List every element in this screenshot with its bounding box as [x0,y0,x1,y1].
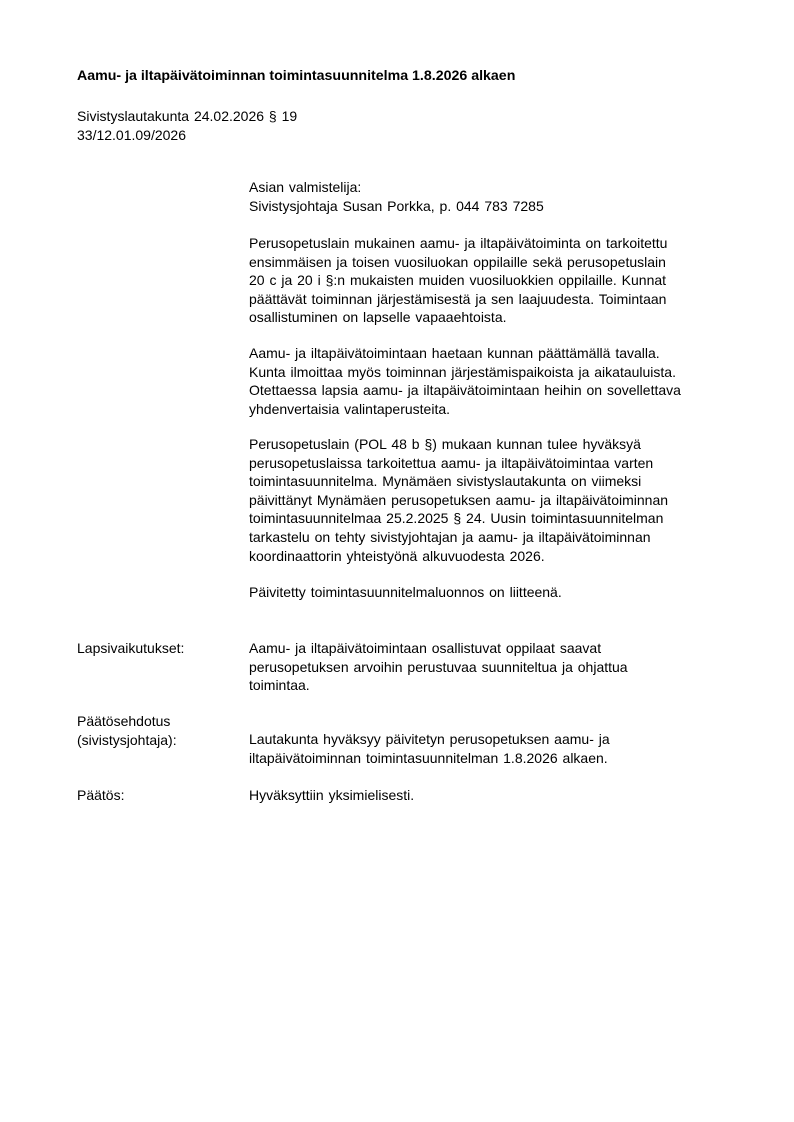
paragraph-4 [249,583,562,602]
decision-label: Päätös: [77,787,125,803]
paragraph-line: Perusopetuslain mukainen aamu- ja iltapäivätoiminta on tarkoitettu [249,235,668,251]
preparer-heading: Asian valmistelija: [249,179,362,195]
meeting-info [77,107,297,144]
paragraph-line: tarkastelu on tehty sivistyjohtajan ja aamu- ja iltapäivätoiminnan [249,528,651,545]
paragraph-line: Otettaessa lapsia aamu- ja iltapäivätoimintaan heihin on sovellettava [249,382,681,399]
paragraph-line: päättävät toiminnan järjestämisestä ja sen laajuudesta. Toimintaan [249,290,667,307]
proposal-label-line2: (sivistysjohtaja): [77,731,177,748]
paragraph-line: toimintasuunnitelma. Mynämäen sivistyslautakunta on viimeksi [249,473,642,490]
record-id: 33/12.01.09/2026 [77,126,186,143]
meeting-reference: Sivistyslautakunta 24.02.2026 § 19 [77,108,298,124]
proposal-label-line1: Päätösehdotus [77,713,171,729]
paragraph-line: 20 c ja 20 i §:n mukaisten muiden vuosiluokkien oppilaille. Kunnat [249,272,667,289]
paragraph-line: Perusopetuslain (POL 48 b §) mukaan kunnan tulee hyväksyä [249,436,641,452]
paragraph-1 [249,234,667,327]
section-line: Lautakunta hyväksyy päivitetyn perusopetuksen aamu- ja [249,731,610,747]
document-title: Aamu- ja iltapäivätoiminnan toimintasuunnitelma 1.8.2026 alkaen [77,68,516,84]
paragraph-line: toimintasuunnitelmaa 25.2.2025 § 24. Uusin toimintasuunnitelman [249,510,664,527]
paragraph-line: osallistuminen on lapselle vapaaehtoista. [249,309,507,326]
paragraph-3 [249,435,668,565]
child-impact-label: Lapsivaikutukset: [77,640,185,656]
child-impact-text [249,639,628,695]
paragraph-line: koordinaattorin yhteistyönä alkuvuodesta 2026. [249,547,545,564]
preparer-section [249,178,544,215]
paragraph-line: päivittänyt Mynämäen perusopetuksen aamu- ja iltapäivätoiminnan [249,491,669,508]
paragraph-line: Aamu- ja iltapäivätoimintaan haetaan kunnan päättämällä tavalla. [249,345,660,361]
proposal-text [249,730,610,767]
section-line: toimintaa. [249,677,310,694]
decision-text [249,786,414,805]
paragraph-line: yhdenvertaisia valintaperusteita. [249,400,451,417]
paragraph-line: perusopetuslaissa tarkoitettua aamu- ja iltapäivätoimintaa varten [249,454,654,471]
paragraph-2 [249,344,681,418]
section-line: Aamu- ja iltapäivätoimintaan osallistuvat oppilaat saavat [249,640,602,656]
decision-line: Hyväksyttiin yksimielisesti. [249,787,415,803]
paragraph-line: ensimmäisen ja toisen vuosiluokan oppilaille sekä perusopetuslain [249,253,666,270]
paragraph-line: Kunta ilmoittaa myös toiminnan järjestämispaikoista ja aikatauluista. [249,363,676,380]
section-line: iltapäivätoiminnan toimintasuunnitelman 1.8.2026 alkaen. [249,749,608,766]
section-line: perusopetuksen arvoihin perustuvaa suunniteltua ja ohjattua [249,658,628,675]
preparer-name: Sivistysjohtaja Susan Porkka, p. 044 783 7285 [249,197,544,214]
proposal-label [77,712,177,749]
attachment-note: Päivitetty toimintasuunnitelmaluonnos on liitteenä. [249,584,562,600]
